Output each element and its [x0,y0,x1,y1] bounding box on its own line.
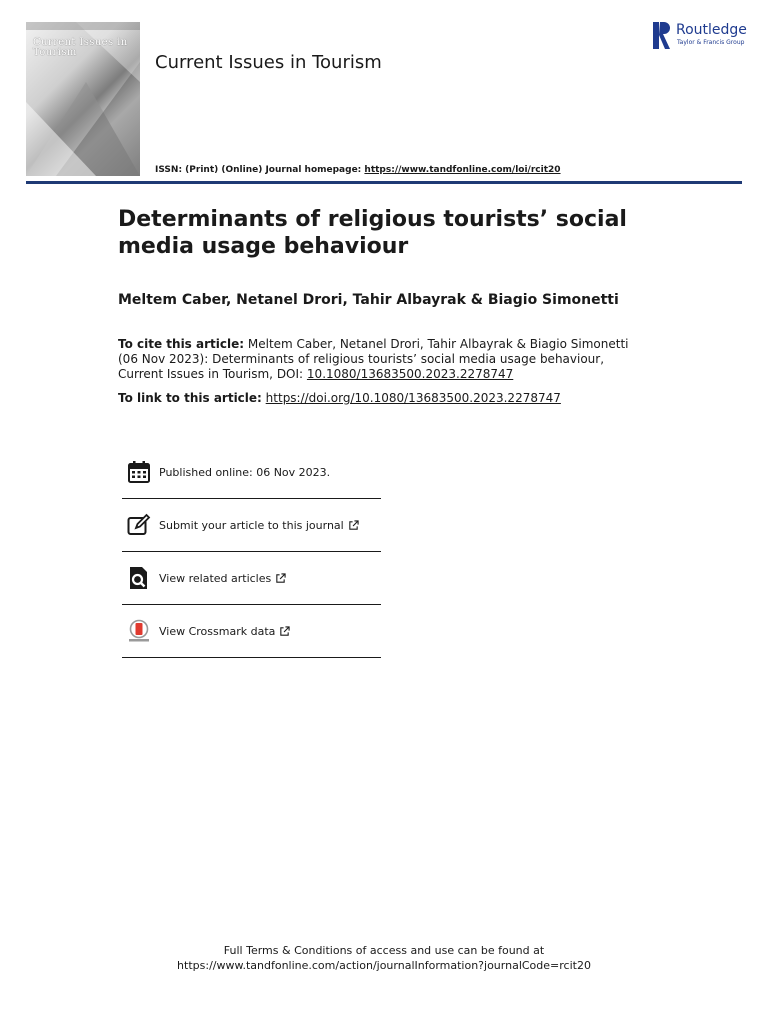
crossmark-icon [127,619,151,643]
external-link-icon [275,573,286,584]
external-link-icon [348,520,359,531]
footer-terms-text: Full Terms & Conditions of access and use can be found at [223,944,545,957]
journal-title: Current Issues in Tourism [155,52,382,73]
journal-homepage-link[interactable]: https://www.tandfonline.com/loi/rcit20 [364,165,561,175]
cite-doi-link[interactable]: 10.1080/13683500.2023.2278747 [306,367,514,381]
article-actions [122,446,381,658]
issn-line [155,165,561,175]
footer-terms-url[interactable]: https://www.tandfonline.com/action/journalInformation?journalCode=rcit20 [177,959,591,972]
article-title: Determinants of religious tourists’ social media usage behaviour [118,207,627,259]
search-document-icon [127,566,151,590]
cite-label: To cite this article: [118,337,245,351]
submit-article-link[interactable]: Submit your article to this journal [159,518,344,532]
issn-label: ISSN: (Print) (Online) Journal homepage: [155,165,362,175]
external-link-icon [279,626,290,637]
calendar-icon [127,460,151,484]
journal-cover-image [26,22,140,176]
citation-block [118,337,648,382]
edit-icon [127,513,151,537]
header-divider [26,181,742,184]
published-online-item [122,446,381,499]
article-doi-link[interactable]: https://doi.org/10.1080/13683500.2023.2278747 [265,391,561,405]
link-label: To link to this article: [118,391,262,405]
publisher-subtitle: Taylor & Francis Group [677,39,745,46]
publisher-name: Routledge [676,22,747,38]
terms-footer [0,943,768,973]
cite-text: Meltem Caber, Netanel Drori, Tahir Albayrak & Biagio Simonetti (06 Nov 2023): Determinants of religious tourists’ social media usage behaviour, Current Issues in Tourism, DOI: [118,337,629,381]
submit-article-item[interactable] [122,499,381,552]
related-articles-link[interactable]: View related articles [159,571,272,585]
routledge-logo-icon [653,22,671,49]
article-link-block [118,391,561,405]
cover-title: Current Issues in Tourism [33,37,128,58]
crossmark-link[interactable]: View Crossmark data [159,624,276,638]
article-authors: Meltem Caber, Netanel Drori, Tahir Albayrak & Biagio Simonetti [118,292,619,308]
related-articles-item[interactable] [122,552,381,605]
published-online-text: Published online: 06 Nov 2023. [159,465,331,479]
crossmark-item[interactable] [122,605,381,658]
